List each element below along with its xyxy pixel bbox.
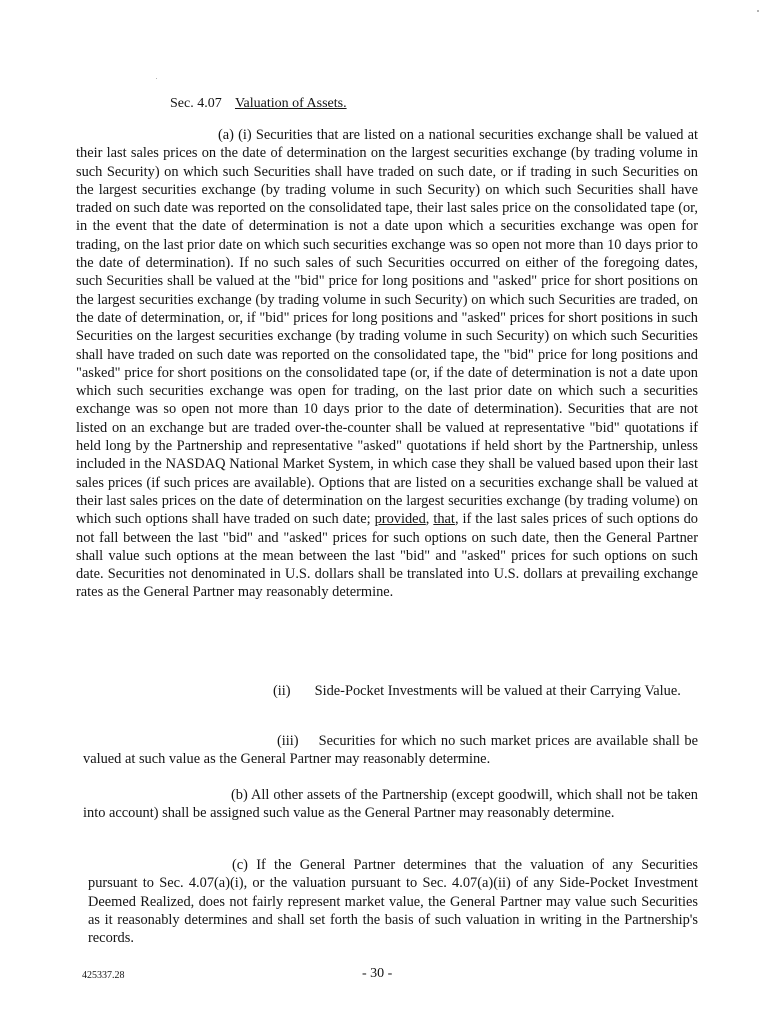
paragraph-iii-text: Securities for which no such market prices are available shall be valued at such value as the General Partner may reasonably determine. [83,733,698,768]
provided-comma: , [425,511,430,528]
provided-term: provided [374,511,426,528]
paragraph-a-ii [83,680,698,703]
paragraph-a-text: Securities that are listed on a national securities exchange shall be valued at their last sales prices on the date of determination on the largest securities exchange (by trading volume in such Security) on which such Securities shall have traded on such date, or if trading in such Securities on the largest securities exchange (by trading volume in such Security) on which such Securities shall have traded on such date was reported on the consolidated tape, their last sales price on the consolidated tape (or, in the event that the date of determination is not a date upon which a securities exchange was open for trading, on the last prior date on which such securities exchange was so open not more than 10 days prior to the date of determination). If no such sales of such Securities occurred on either of the foregoing dates, such Securities shall be valued at the "bid" price for long positions and "asked" price for short positions on the largest securities exchange (by trading volume in such Security) on which such Securities are traded, on the date of determination, or, if "bid" prices for long positions and "asked" prices for short positions in such Securities on the largest securities exchange (by trading volume in such Security) on which such Securities shall have traded on such date was reported on the consolidated tape, the "bid" price for long positions and "asked" price for short positions on the consolidated tape (or, if the date of determination is not a date upon which such securities exchange was open for trading, on the last prior date on which such a securities exchange was so open not more than 10 days prior to the date of determination). Securities that are not listed on an exchange but are traded over-the-counter shall be valued at representative "bid" quotations if held long by the Partnership and representative "asked" quotations if held short by the Partnership, unless included in the NASDAQ National Market System, in which case they shall be valued based upon their last sales prices (if such prices are available). Options that are listed on a securities exchange shall be valued at their last sales prices on the date of determination on the largest securities exchange (by trading volume) on which such options shall have traded on such date; [76,127,698,528]
paragraph-a-iii [83,732,698,769]
paragraph-c: (c) If the General Partner determines that the valuation of any Securities pursuant to Sec. 4.07(a)(i), or the valuation pursuant to Sec. 4.07(a)(ii) of any Side-Pocket Investment Deemed Realized, does not fairly represent market value, the General Partner may value such Securities as it reasonably determines and shall set forth the basis of such valuation in writing in the Partnership's records. [88,857,698,947]
paragraph-a-text-continued: , if the last sales prices of such options do not fall between the last "bid" and "asked" prices for such options on such date, then the General Partner shall value such options at the mean between the last "bid" and "asked" prices for such options on such date. Securities not denominated in U.S. dollars shall be translated into U.S. dollars at prevailing exchange rates as the General Partner may reasonably determine. [76,511,698,601]
paragraph-iii-label: (iii) [277,733,299,749]
paragraph-b: (b) All other assets of the Partnership (except goodwill, which shall not be taken into account) shall be assigned such value as the General Partner may reasonably determine. [83,787,698,822]
section-title: Valuation of Assets. [234,96,347,111]
paragraph-a-i [76,126,698,602]
section-number: Sec. 4.07 [170,96,222,111]
that-term: that [433,511,455,528]
document-id: 425337.28 [82,970,125,981]
page-number: - 30 - [362,966,393,981]
section-heading [170,95,347,113]
paragraph-ii-label: (ii) [273,683,291,699]
paragraph-ii-text: Side-Pocket Investments will be valued at their Carrying Value. [314,683,681,699]
scan-speck [757,10,759,12]
paragraph-a-label: (a) (i) [218,127,252,143]
scan-speck [156,78,157,79]
